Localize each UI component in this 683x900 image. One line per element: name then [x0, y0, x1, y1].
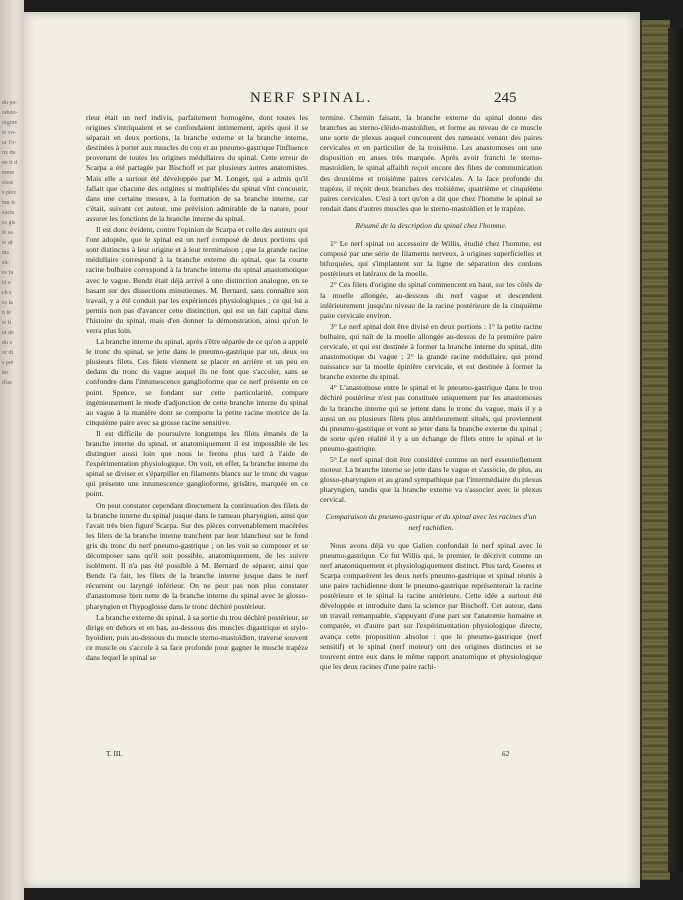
signature-mark: T. III. [106, 750, 123, 758]
facing-page-fragment: or di [2, 350, 14, 356]
paragraph: Nous avons déjà vu que Galien confondait le nerf spinal avec le pneumo-gastrique. Ce fut Willis qui, le premier, le décrivit comme un nerf anatomiquement et physiologiquement distinct. Plus tard, Goeres et Scarpa comparèrent les deux nerfs pneumo-gastrique et spinal réunis à une paire rachidienne dont le pneumo-gastrique représenterait la racine postérieure et le spinal la racine antérieure. Cette idée a surtout été développée et introduite dans la science par Bischoff. Cet auteur, dans un travail remarquable, s'appuyant d'une part sur l'anatomie humaine et comparée, et d'autre part sur l'expérimentation physiologique directe, avança cette proposition absolue : que le pneumo-gastrique (nerf sensitif) et le spinal (nerf moteur) ont des origines distinctes et se trouvent entre eux dans le même rapport anatomique et physiologique que les deux racines d'une paire rachi- [320, 540, 542, 671]
facing-page-fragment: ndulo- [2, 110, 18, 116]
facing-page-fragment: orgine [2, 120, 18, 126]
facing-page-fragment: sisse [2, 180, 14, 186]
facing-page-fragment: s plex [2, 190, 17, 196]
paragraph: 1° Le nerf spinal ou accessoire de Willis, étudié chez l'homme, est composé par une série de filaments nerveux, à origines superficielles et bifurquées, qui s'implantent sur la ligne de séparation des cordons postérieurs et latéraux de la moelle. [320, 239, 542, 279]
facing-page-fragment: le vo- [2, 130, 16, 136]
facing-page-fragment: n le [2, 310, 11, 316]
facing-page-fragment: le sa [2, 230, 13, 236]
facing-page-fragment: bl e [2, 280, 11, 286]
left-column [86, 113, 308, 664]
facing-page-edge [0, 0, 24, 900]
section-heading: Comparaison du pneumo-gastrique et du spinal avec les racines d'un nerf rachidien. [325, 512, 537, 532]
facing-page-fragment: es gls [2, 220, 16, 226]
catchword: 62 [502, 750, 510, 758]
facing-page-fragment: le fi [2, 320, 12, 326]
facing-page-fragment: ur l'o- [2, 140, 17, 146]
facing-page-fragment: nts [2, 250, 10, 256]
page-number: 245 [494, 90, 517, 106]
paragraph: Il est donc évident, contre l'opinion de Scarpa et celle des auteurs qui l'ont adoptée, que le spinal est un nerf composé de deux portions qui sont distinctes à leur origine et à leur terminaison ; que la grande racine médullaire correspond à la branche externe du spinal, que la courte racine bulbaire correspond à la branche interne du spinal anastomotique avec le vague. Bendz était déjà arrivé à une distinction analogue, en se basant sur des dissections minutieuses. M. Bernard, sans connaître son travail, y a été conduit par les expériences physiologiques ; ce qui lui a permis non pas d'avancer cette distinction, qui est un fait capital dans l'histoire du spinal, mais d'en donner la démonstration, ainsi qu'on le verra plus loin. [86, 225, 308, 335]
facing-page-fragment: es la [2, 300, 13, 306]
facing-page-fragment: d'an [2, 380, 12, 386]
paragraph: On peut constater cependant directement la continuation des filets de la branche interne du spinal jusque dans le rameau pharyngien, ainsi que l'avait très bien figuré Scarpa. Sur des pièces convenablement macérées les filets de la branche interne tranchent par leur blancheur sur le fond gris du tronc du nerf pneumo-gastrique ; on les voit se composer et se décomposer sans qu'il soit possible, anatomiquement, de les suivre isolément. Il n'a pas été possible à M. Bernard de séparer, ainsi que Bendz l'a fait, les filets de la branche interne jusque dans le nerf récurrent ou laryngé inférieur. On ne peut pas non plus constater d'anastomose bien nette de la branche interne du spinal avec le glosso-pharyngien et l'hypoglosse dans le tronc déchiré postérieur. [86, 500, 308, 611]
running-head: NERF SPINAL. [250, 90, 373, 106]
facing-page-fragment: s pré [2, 360, 14, 366]
facing-page-fragment: ne it d [2, 160, 17, 166]
paragraph: termine. Chemin faisant, la branche externe du spinal donne des branches au sterno-cléido-mastoïdien, et forme au niveau de ce muscle une sorte de plexus auquel concourent des rameaux venant des paires cervicales et en particulier de la troisième. Les anastomoses ont une disposition en anses très marquée. Après avoir franchi le sterno-mastoïdien, le spinal affaibli reçoit encore des filets de communication des deuxième et troisième paires cervicales. A la face profonde du trapèze, il reçoit deux branches des troisième, quatrième et cinquième paires cervicales. C'est à tort qu'on a dit que chez l'homme le spinal se rendait dans d'autres muscles que le sterno-mastoïdien et le trapèze. [320, 113, 542, 213]
facing-page-fragment: du s [2, 340, 12, 346]
right-column [320, 113, 542, 673]
book-cover-edge [668, 28, 683, 872]
facing-page-fragment: mme [2, 170, 14, 176]
book-spine [640, 20, 670, 880]
facing-page-fragment: nx du [2, 150, 16, 156]
paragraph: Il est difficile de poursuivre longtemps les filets émanés de la branche interne du spinal, et anatomiquement il est impossible de les distinguer aussi loin que nous le ferons plus tard à l'aide de l'expérimentation physiologique. On voit, en effet, la branche interne du spinal se diviser et s'éparpiller en filaments blancs sur le tronc du vague qui présente une intumescence ganglioforme, grisâtre, marquée en ce point. [86, 428, 308, 499]
paragraph: 4° L'anastomose entre le spinal et le pneumo-gastrique dans le trou déchiré postérieur n'est pas constituée uniquement par les anastomoses de la branche interne qui se jettent dans le tronc du vague, mais il y a aussi un ou plusieurs filets plus antérieurement situés, qui proviennent du pneumo-gastrique et vont se jeter dans la branche externe du spinal ; de sorte qu'en réalité il y a un échange de filets entre le spinal et le pneumo-gastrique. [320, 383, 542, 453]
paragraph: 5° Le nerf spinal doit être considéré comme un nerf essentiellement moteur. La branche interne se jette dans le vague et s'associe, de plus, au glosso-pharyngien et au grand sympathique par l'intermédiaire du plexus pharyngien, tandis que la branche externe va s'associer avec le plexus cervical. [320, 455, 542, 505]
facing-page-fragment: sucle [2, 210, 15, 216]
paragraph: 3° Le nerf spinal doit être divisé en deux portions : 1° la petite racine bulbaire, qui naît de la moelle allongée au-dessus de la première paire cervicale, et qui est destinée à former la branche interne du spinal, dite anastomotique du vague ; 2° la grande racine médullaire, qui prend naissance sur la moelle épinière cervicale, et est destinée à former la branche externe du spinal. [320, 321, 542, 382]
paragraph: La branche externe du spinal, à sa sortie du trou déchiré postérieur, se dirige en dehors et en bas, au-dessous des muscles digastrique et stylo-hyoïdien, puis au-dessous du muscle sterno-mastoïdien, traverse souvent ce muscle ou s'accole à sa face profonde pour gagner le muscle trapèze dans lequel le spinal se [86, 612, 308, 662]
paragraph: 2° Ces filets d'origine du spinal commencent en haut, sur les côtés de la moelle allongée, au-dessous du nerf vague et descendent inférieurement jusqu'au niveau de la racine postérieure de la cinquième paire cervicale environ. [320, 280, 542, 320]
facing-page-fragment: sle [2, 260, 9, 266]
facing-page-fragment: ie dr [2, 240, 13, 246]
paragraph: La branche interne du spinal, après s'être séparée de ce qu'on a appelé le tronc du spinal, se jette dans le pneumo-gastrique par un, deux ou plusieurs filets. Ces filets viennent se placer en arrière et un peu en dedans du tronc du vague auquel ils ne font que s'accoler, sans se confondre dans l'intumescence ganglioforme que ce nerf présente en ce point. Spence, se fondant sur cette particularité, compare ingénieusement le mode d'adjonction de cette branche interne du spinal au vague à la manière dont se comporte la petite racine motrice de la cinquième paire avec sa grosse racine sensitive. [86, 337, 308, 427]
facing-page-fragment: mu fs [2, 200, 16, 206]
paragraph: rieur était un nerf indivis, parfaitement homogène, dont toutes les origines s'intriquaient et se confondaient intimement, après quoi il se séparait en deux portions, la branche externe et la branche interne, destinées à porter aux muscles du cou et au pneumo-gastrique l'influence provenant de toutes les origines médullaires du spinal. Cette erreur de Scarpa a été partagée par Bischoff et par plusieurs autres anatomistes. Mais elle a surtout été développée par M. Longet, qui a admis qu'il fallait que chacune des origines si multipliées du spinal vînt concourir, dans une certaine mesure, à la formation de sa branche interne, car c'était, suivant cet auteur, une prévision admirable de la nature, pour assurer les fonctions de la branche interne du spinal. [86, 113, 308, 223]
facing-page-fragment: du pa- [2, 100, 18, 106]
facing-page-fragment: ch s [2, 290, 12, 296]
section-heading: Résumé de la description du spinal chez l'homme. [355, 220, 507, 230]
facing-page-fragment: nt de [2, 330, 14, 336]
facing-page-fragment: es fa [2, 270, 14, 276]
facing-page-fragment: ler [2, 370, 9, 376]
